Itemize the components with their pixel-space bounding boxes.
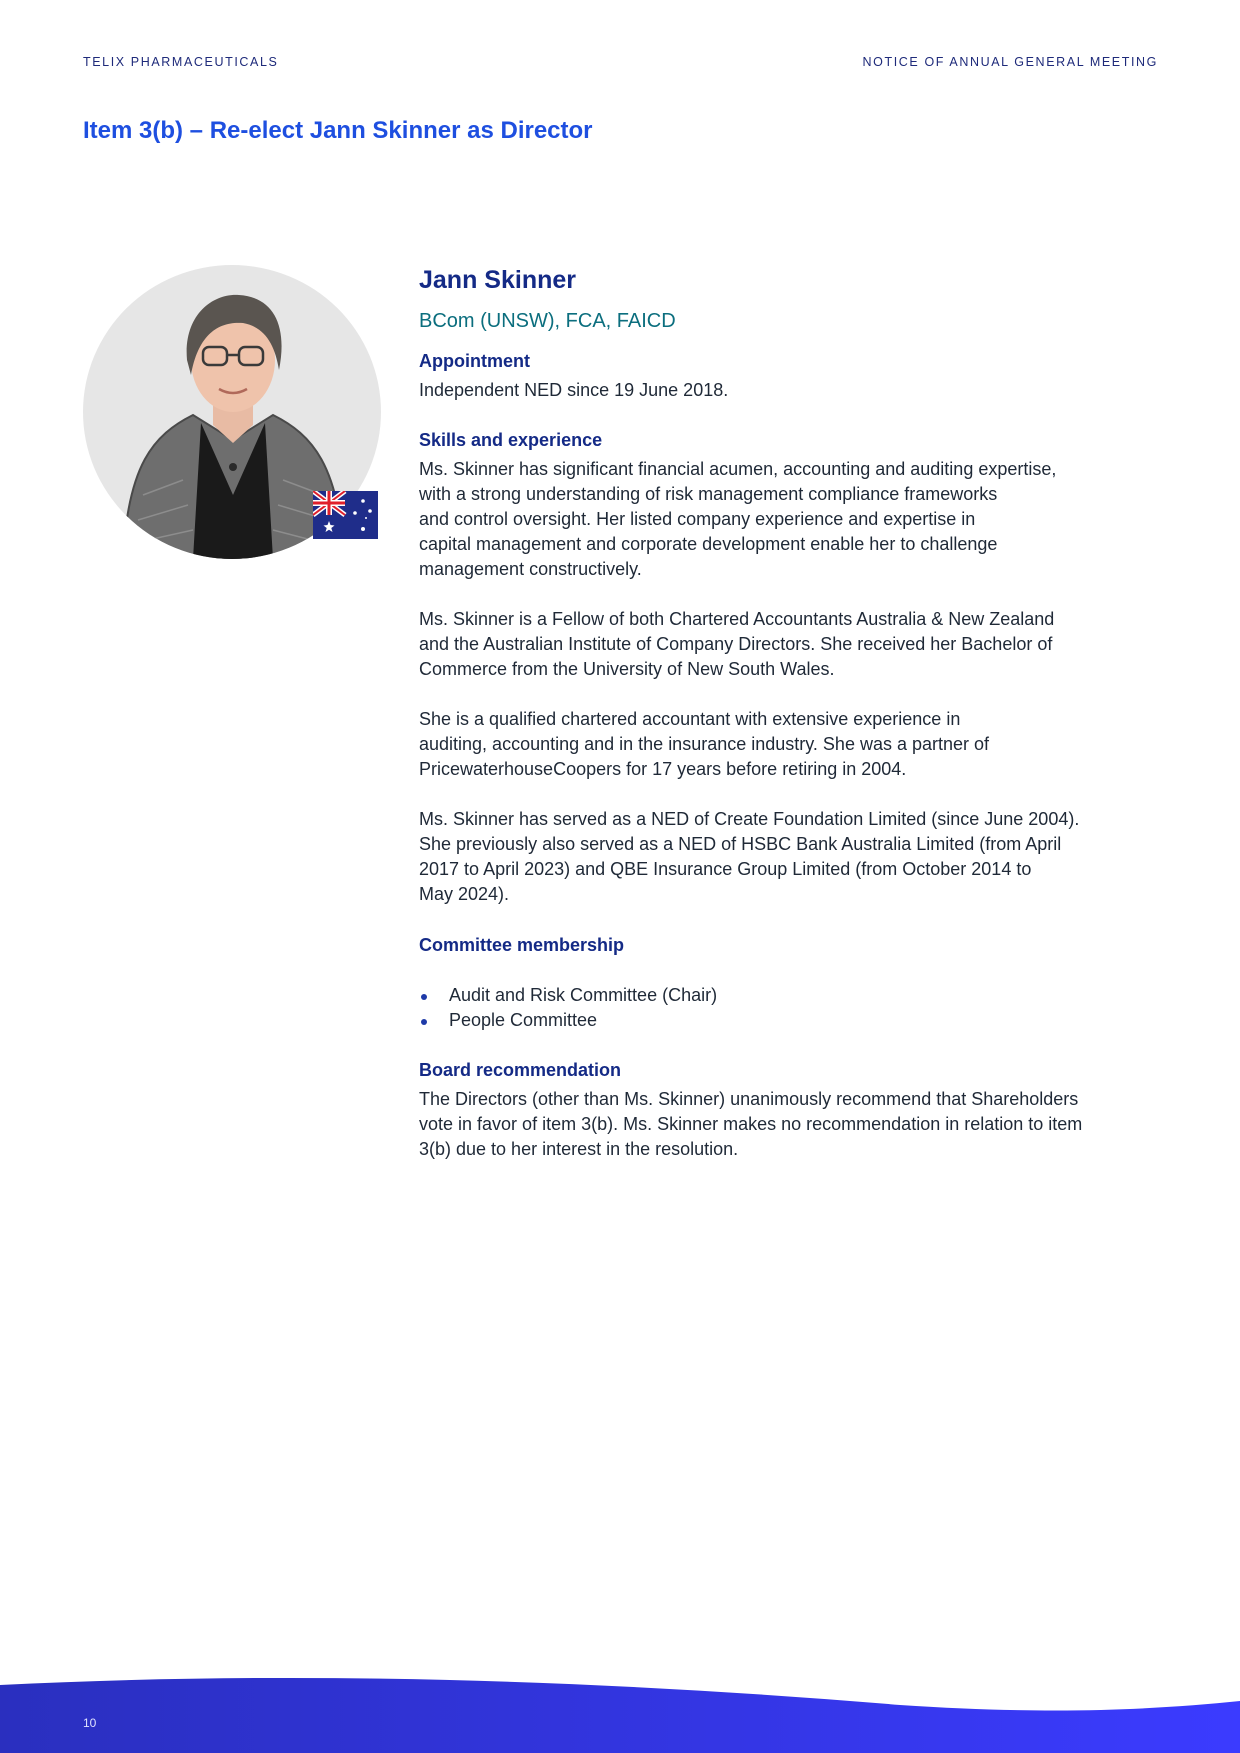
page-title: Item 3(b) – Re-elect Jann Skinner as Director: [83, 117, 593, 144]
director-profile: [419, 262, 1159, 1162]
appointment-text: Independent NED since 19 June 2018.: [419, 380, 729, 400]
skills-line: Ms. Skinner has served as a NED of Create Foundation Limited (since June 2004).: [419, 809, 1080, 829]
skills-line: capital management and corporate development enable her to challenge: [419, 534, 998, 554]
skills-line: She is a qualified chartered accountant with extensive experience in: [419, 709, 961, 729]
recommendation-text: [419, 1087, 1159, 1162]
recommendation-line: vote in favor of item 3(b). Ms. Skinner makes no recommendation in relation to item: [419, 1114, 1083, 1134]
skills-line: and the Australian Institute of Company Directors. She received her Bachelor of: [419, 634, 1053, 654]
skills-line: with a strong understanding of risk management compliance frameworks: [419, 484, 998, 504]
skills-line: PricewaterhouseCoopers for 17 years before retiring in 2004.: [419, 759, 907, 779]
committee-item-label: Audit and Risk Committee (Chair): [449, 985, 718, 1005]
recommendation-line: 3(b) due to her interest in the resolution.: [419, 1139, 739, 1159]
skills-line: and control oversight. Her listed company experience and expertise in: [419, 509, 976, 529]
committee-list: [419, 983, 1159, 1033]
committee-heading: Committee membership: [419, 935, 625, 955]
skills-line: Ms. Skinner is a Fellow of both Chartered Accountants Australia & New Zealand: [419, 609, 1055, 629]
header-company: TELIX PHARMACEUTICALS: [83, 55, 279, 69]
skills-paragraph: [419, 607, 1159, 682]
skills-paragraph: [419, 457, 1159, 582]
director-name: Jann Skinner: [419, 266, 576, 294]
skills-line: 2017 to April 2023) and QBE Insurance Group Limited (from October 2014 to: [419, 859, 1032, 879]
committee-item-label: People Committee: [449, 1010, 598, 1030]
skills-paragraph: [419, 707, 1159, 782]
appointment-heading: Appointment: [419, 351, 530, 371]
bullet-icon: [421, 1019, 427, 1025]
skills-heading: Skills and experience: [419, 430, 603, 450]
skills-line: management constructively.: [419, 559, 642, 579]
skills-paragraphs: [419, 457, 1159, 907]
committee-item: [419, 983, 1159, 1008]
skills-line: auditing, accounting and in the insurance industry. She was a partner of: [419, 734, 990, 754]
skills-line: Commerce from the University of New South Wales.: [419, 659, 835, 679]
skills-line: May 2024).: [419, 884, 510, 904]
bullet-icon: [421, 994, 427, 1000]
director-credentials: BCom (UNSW), FCA, FAICD: [419, 310, 676, 332]
recommendation-heading: Board recommendation: [419, 1060, 622, 1080]
committee-item: [419, 1008, 1159, 1033]
header-document-title: NOTICE OF ANNUAL GENERAL MEETING: [862, 55, 1158, 69]
australia-flag-icon: [313, 491, 378, 539]
director-portrait: [83, 265, 381, 559]
footer-wave: [0, 1675, 1240, 1753]
recommendation-line: The Directors (other than Ms. Skinner) unanimously recommend that Shareholders: [419, 1089, 1079, 1109]
page-number: 10: [83, 1716, 97, 1730]
skills-line: She previously also served as a NED of HSBC Bank Australia Limited (from April: [419, 834, 1062, 854]
skills-paragraph: [419, 807, 1159, 907]
skills-line: Ms. Skinner has significant financial acumen, accounting and auditing expertise,: [419, 459, 1057, 479]
